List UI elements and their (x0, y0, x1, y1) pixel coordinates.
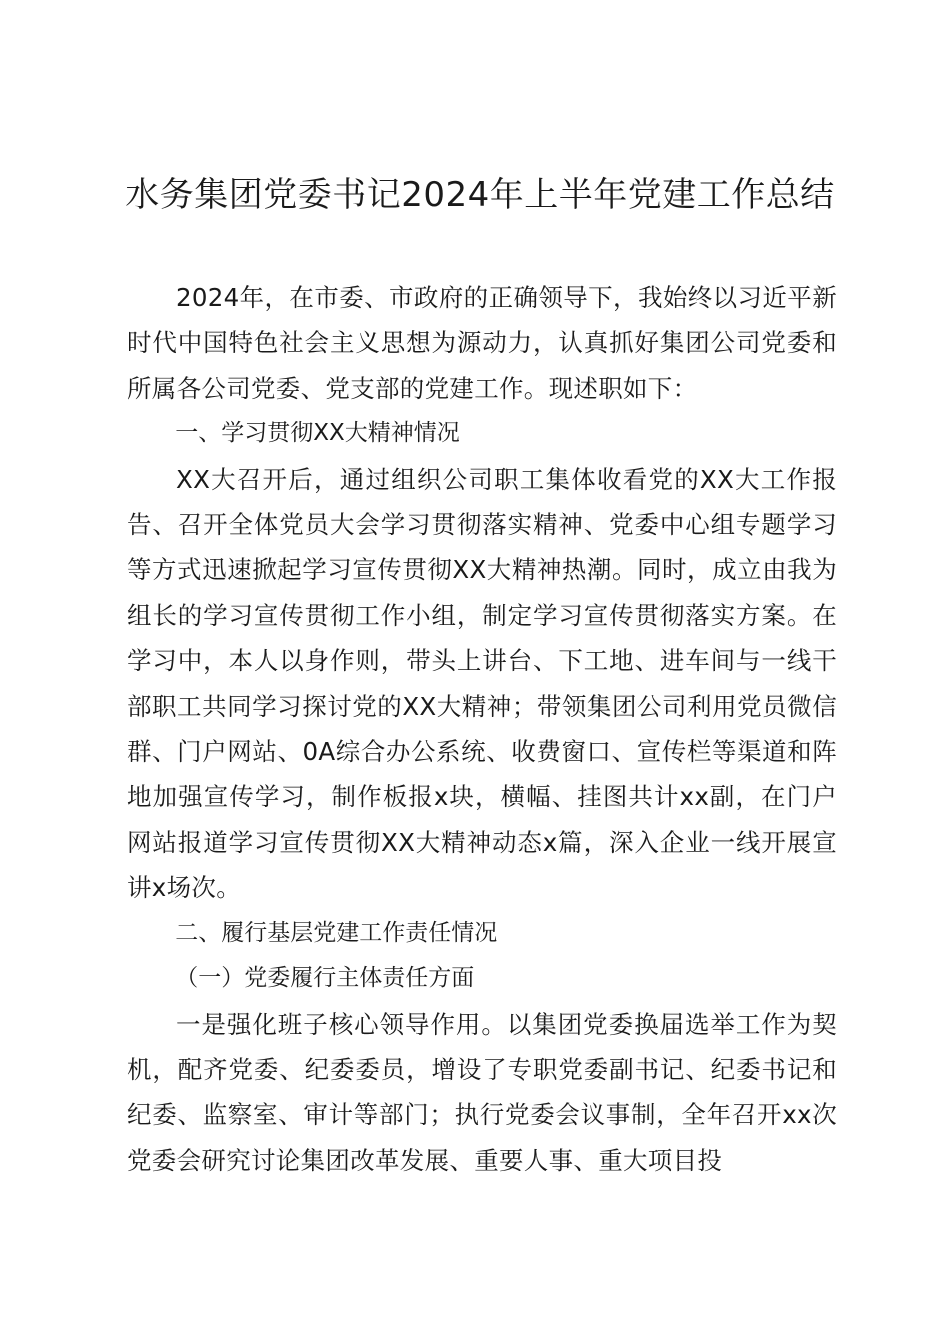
section-1-paragraph: XX大召开后，通过组织公司职工集体收看党的XX大工作报告、召开全体党员大会学习贯彻落实精神、党委中心组专题学习等方式迅速掀起学习宣传贯彻XX大精神热潮。同时，成立由我为组长的学习宣传贯彻工作小组，制定学习宣传贯彻落实方案。在学习中，本人以身作则，带头上讲台、下工地、进车间与一线干部职工共同学习探讨党的XX大精神；带领集团公司利用党员微信群、门户网站、0A综合办公系统、收费窗口、宣传栏等渠道和阵地加强宣传学习，制作板报x块，横幅、挂图共计xx副，在门户网站报道学习宣传贯彻XX大精神动态x篇，深入企业一线开展宣讲x场次。 (127, 464, 837, 903)
subsection-heading-2-1: （一）党委履行主体责任方面 (175, 965, 475, 992)
intro-paragraph: 2024年，在市委、市政府的正确领导下，我始终以习近平新时代中国特色社会主义思想为源动力，认真抓好集团公司党委和所属各公司党委、党支部的党建工作。现述职如下： (127, 283, 837, 403)
subsection-2-1-paragraph: 一是强化班子核心领导作用。以集团党委换届选举工作为契机，配齐党委、纪委委员，增设了专职党委副书记、纪委书记和纪委、监察室、审计等部门；执行党委会议事制，全年召开xx次党委会研究讨论集团改革发展、重要人事、重大项目投 (127, 1009, 837, 1175)
section-heading-2: 二、履行基层党建工作责任情况 (175, 919, 498, 946)
section-heading-1: 一、学习贯彻XX大精神情况 (175, 420, 460, 447)
document-body (127, 275, 837, 1183)
document-title: 水务集团党委书记2024年上半年党建工作总结 (125, 175, 835, 215)
